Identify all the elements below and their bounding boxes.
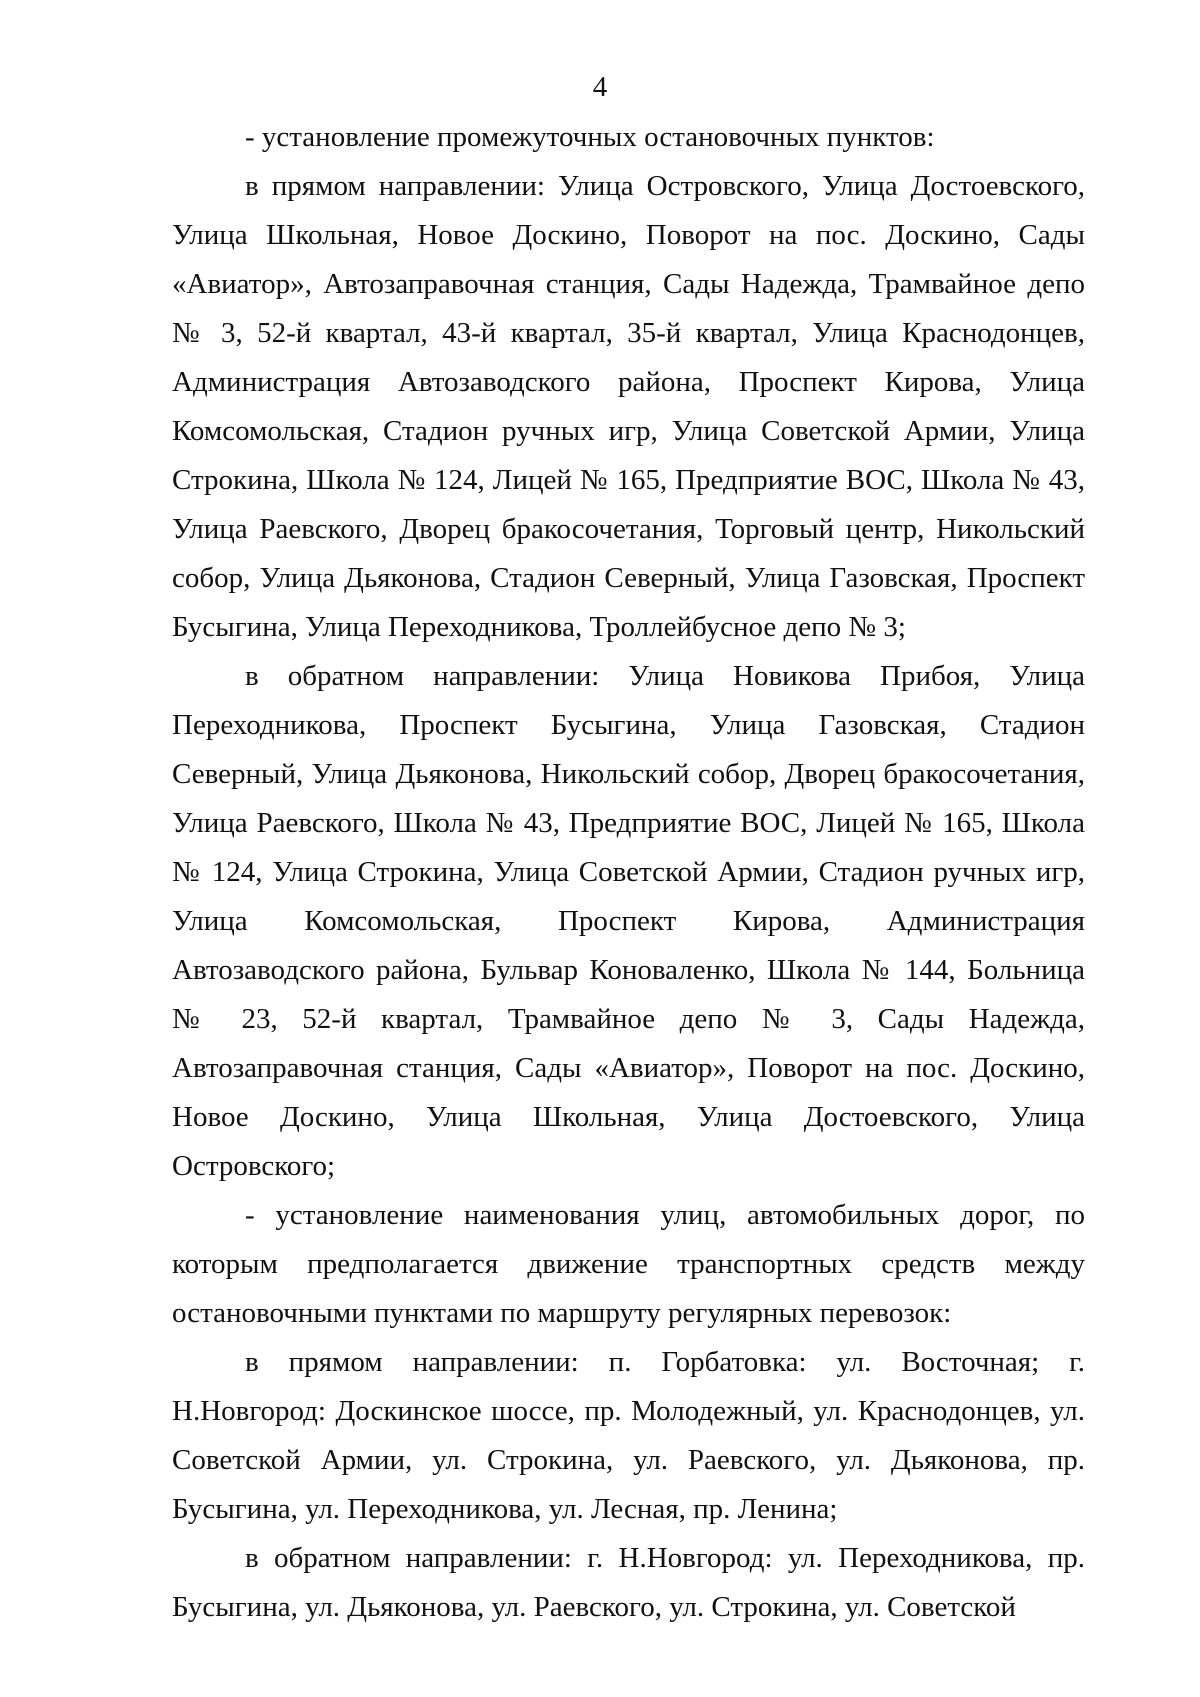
paragraph-forward-streets: в прямом направлении: п. Горбатовка: ул. Восточная; г. Н.Новгород: Доскинское шоссе, пр. Молодежный, ул. Краснодонцев, ул. Советской Армии, ул. Строкина, ул. Раевского, ул. Дьяконова, пр. Бусыгина, ул. Переходникова, ул. Лесная, пр. Ленина; [172,1346,1085,1525]
paragraph-reverse-streets: в обратном направлении: г. Н.Новгород: ул. Переходникова, пр. Бусыгина, ул. Дьяконова, ул. Раевского, ул. Строкина, ул. Советской [172,1542,1085,1623]
paragraph-forward-stops: в прямом направлении: Улица Островского, Улица Достоевского, Улица Школьная, Новое Доскино, Поворот на пос. Доскино, Сады «Авиатор», Автозаправочная станция, Сады Надежда, Трамвайное депо № 3, 52-й квартал, 43-й квартал, 35-й квартал, Улица Краснодонцев, Администрация Автозаводского района, Проспект Кирова, Улица Комсомольская, Стадион ручных игр, Улица Советской Армии, Улица Строкина, Школа № 124, Лицей № 165, Предприятие ВОС, Школа № 43, Улица Раевского, Дворец бракосочетания, Торговый центр, Никольский собор, Улица Дьяконова, Стадион Северный, Улица Газовская, Проспект Бусыгина, Улица Переходникова, Троллейбусное депо № 3; [172,170,1085,643]
document-body [172,113,1085,1632]
page-number: 4 [592,71,608,103]
paragraph-intermediate-stops-heading: - установление промежуточных остановочных пунктов: [245,121,935,153]
paragraph-streets-heading: - установление наименования улиц, автомобильных дорог, по которым предполагается движение транспортных средств между остановочными пунктами по маршруту регулярных перевозок: [172,1199,1085,1329]
paragraph-reverse-stops: в обратном направлении: Улица Новикова Прибоя, Улица Переходникова, Проспект Бусыгина, Улица Газовская, Стадион Северный, Улица Дьяконова, Никольский собор, Дворец бракосочетания, Улица Раевского, Школа № 43, Предприятие ВОС, Лицей № 165, Школа № 124, Улица Строкина, Улица Советской Армии, Стадион ручных игр, Улица Комсомольская, Проспект Кирова, Администрация Автозаводского района, Бульвар Коноваленко, Школа № 144, Больница № 23, 52-й квартал, Трамвайное депо № 3, Сады Надежда, Автозаправочная станция, Сады «Авиатор», Поворот на пос. Доскино, Новое Доскино, Улица Школьная, Улица Достоевского, Улица Островского; [172,660,1085,1182]
